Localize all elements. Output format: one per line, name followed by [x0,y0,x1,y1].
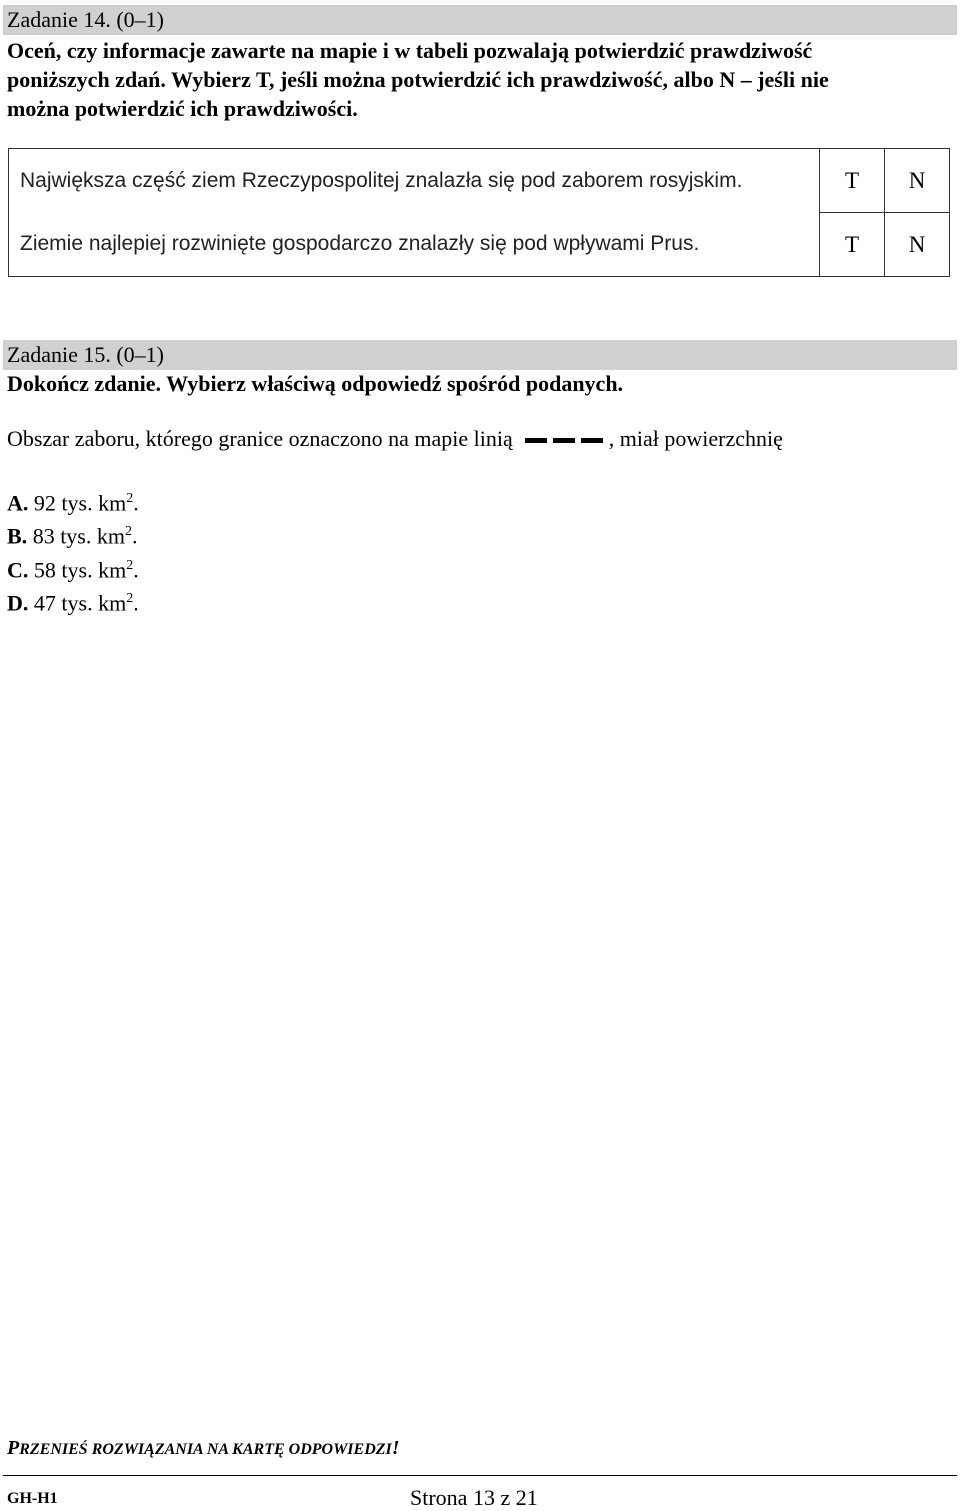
option-true-2[interactable]: T [820,213,885,277]
note-small-caps: RZENIEŚ ROZWIĄZANIA NA KARTĘ ODPOWIEDZI [19,1441,392,1458]
task-15-header [3,340,957,370]
task-14-header [3,5,957,35]
note-end: ! [391,1437,400,1459]
question-text-end: , miał powierzchnię [608,426,783,451]
answer-value: 58 tys. km [33,556,127,582]
answer-end: . [131,523,138,549]
answer-option-b[interactable] [7,517,139,550]
answer-exponent: 2 [126,590,134,606]
task-15-instruction: Dokończ zdanie. Wybierz właściwą odpowiedź spośród podanych. [7,371,624,396]
answer-exponent: 2 [126,491,134,506]
answer-exponent: 2 [126,557,134,573]
task-14-instruction-line-1: Oceń, czy informacje zawarte na mapie i w tabeli pozwalają potwierdzić prawdziwość [7,38,813,63]
answer-exponent: 2 [124,524,132,540]
task-14-title: Zadanie 14. (0–1) [7,7,164,32]
option-false-1[interactable]: N [885,149,950,213]
true-false-table [8,148,950,277]
answer-letter: A. [7,490,29,516]
answer-letter: D. [7,590,29,616]
answer-option-c[interactable] [7,551,139,584]
table-row [9,149,950,213]
task-15-title: Zadanie 15. (0–1) [7,342,164,367]
footer-divider [3,1475,957,1476]
answer-value: 83 tys. km [32,523,125,549]
exam-code: GH-H1 [7,1490,58,1507]
note-first-letter: P [7,1437,20,1459]
statement-1: Największa część ziem Rzeczypospolitej znalazła się pod zaborem rosyjskim. [9,149,820,213]
task-15-question [7,426,783,452]
answer-list [7,484,139,617]
table-row [9,213,950,277]
answer-letter: B. [7,523,28,549]
task-14-instruction-line-2: poniższych zdań. Wybierz T, jeśli można potwierdzić ich prawdziwość, albo N – jeśli nie [7,67,829,92]
question-text-start: Obszar zaboru, którego granice oznaczono na mapie linią [7,426,513,451]
answer-end: . [133,556,139,582]
answer-value: 92 tys. km [33,490,127,516]
answer-option-d[interactable] [7,584,139,617]
statement-2: Ziemie najlepiej rozwinięte gospodarczo znalazły się pod wpływami Prus. [9,213,820,277]
answer-end: . [133,590,139,616]
answer-letter: C. [7,556,29,582]
answer-option-a[interactable] [7,484,139,517]
page-number: Strona 13 z 21 [410,1485,538,1510]
option-true-1[interactable]: T [820,149,885,213]
answer-end: . [133,490,139,516]
answer-value: 47 tys. km [33,590,127,616]
transfer-answers-note [7,1437,400,1460]
task-14-instruction-line-3: można potwierdzić ich prawdziwości. [7,96,358,121]
dashed-border-line-symbol [525,438,603,443]
task-14-instruction [7,36,954,123]
option-false-2[interactable]: N [885,213,950,277]
